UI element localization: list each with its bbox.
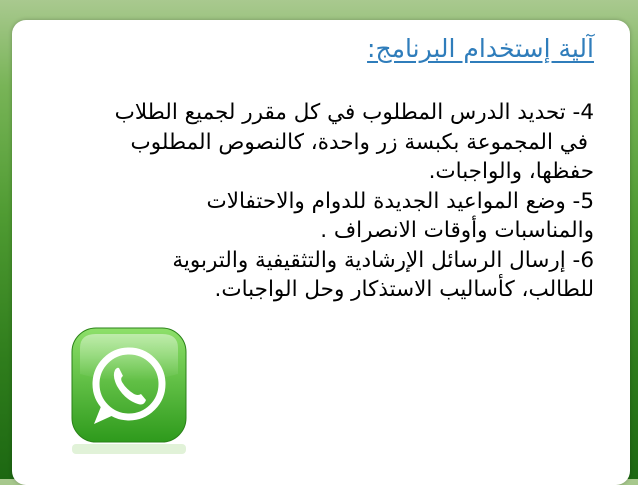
item-4-line-1: 4- تحديد الدرس المطلوب في كل مقرر لجميع الطلاب bbox=[114, 100, 594, 125]
slide-body bbox=[34, 98, 594, 305]
whatsapp-icon bbox=[70, 326, 190, 456]
slide-panel bbox=[12, 20, 630, 485]
item-4-line-3: حفظها، والواجبات. bbox=[428, 159, 594, 184]
item-4-line-2: في المجموعة بكبسة زر واحدة، كالنصوص المطلوب bbox=[130, 129, 588, 155]
item-5-line-2: والمناسبات وأوقات الانصراف . bbox=[320, 218, 594, 243]
item-5-line-1: 5- وضع المواعيد الجديدة للدوام والاحتفالات bbox=[206, 188, 594, 214]
item-6-line-2: للطالب، كأساليب الاستذكار وحل الواجبات. bbox=[214, 277, 594, 302]
item-6-line-1: 6- إرسال الرسائل الإرشادية والتثقيفية والتربوية bbox=[172, 247, 594, 273]
whatsapp-icon-graphic bbox=[70, 326, 190, 456]
slide-title: آلية إستخدام البرنامج: bbox=[367, 34, 594, 63]
